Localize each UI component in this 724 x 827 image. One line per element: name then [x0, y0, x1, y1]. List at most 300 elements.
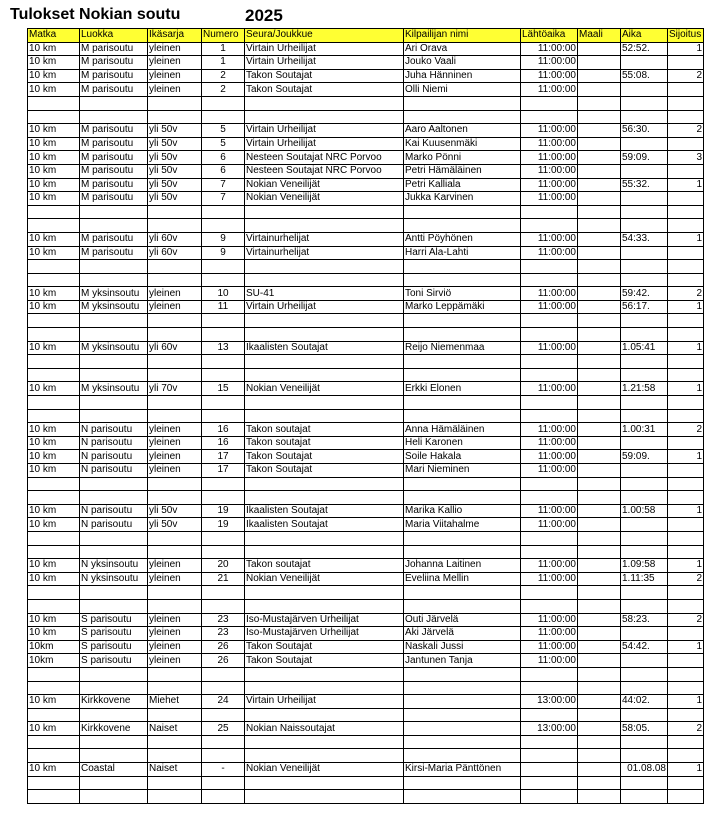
cell-matka: 10 km: [28, 695, 80, 709]
cell-sijoitus: 1: [668, 640, 704, 654]
table-row: [28, 382, 704, 396]
cell-ikasarja: yleinen: [148, 654, 202, 668]
cell-nimi: Jukka Karvinen: [404, 192, 521, 206]
cell-seura: [245, 776, 404, 790]
cell-lahtoaika: [521, 763, 578, 777]
cell-nimi: Outi Järvelä: [404, 613, 521, 627]
cell-numero: [202, 708, 245, 722]
cell-aika: [621, 735, 668, 749]
cell-maali: [578, 613, 621, 627]
cell-sijoitus: 1: [668, 559, 704, 573]
cell-aika: [621, 110, 668, 124]
cell-luokka: [80, 491, 148, 505]
table-row: [28, 464, 704, 478]
cell-nimi: [404, 735, 521, 749]
cell-maali: [578, 654, 621, 668]
cell-seura: [245, 735, 404, 749]
cell-lahtoaika: [521, 681, 578, 695]
cell-numero: 16: [202, 423, 245, 437]
cell-maali: [578, 110, 621, 124]
cell-aika: [621, 464, 668, 478]
cell-numero: [202, 681, 245, 695]
cell-nimi: Jantunen Tanja: [404, 654, 521, 668]
cell-nimi: Eveliina Mellin: [404, 572, 521, 586]
header-numero: Numero: [202, 29, 245, 43]
cell-numero: 17: [202, 464, 245, 478]
cell-numero: 26: [202, 640, 245, 654]
cell-nimi: [404, 695, 521, 709]
cell-luokka: [80, 396, 148, 410]
cell-lahtoaika: [521, 531, 578, 545]
cell-luokka: [80, 96, 148, 110]
cell-ikasarja: Miehet: [148, 695, 202, 709]
cell-ikasarja: yleinen: [148, 627, 202, 641]
cell-matka: 10 km: [28, 69, 80, 83]
cell-lahtoaika: [521, 708, 578, 722]
cell-seura: Nesteen Soutajat NRC Porvoo: [245, 164, 404, 178]
header-lahtoaika: Lähtöaika: [521, 29, 578, 43]
cell-sijoitus: [668, 328, 704, 342]
cell-maali: [578, 504, 621, 518]
cell-ikasarja: yli 50v: [148, 504, 202, 518]
cell-luokka: M parisoutu: [80, 178, 148, 192]
cell-matka: 10 km: [28, 164, 80, 178]
cell-sijoitus: [668, 518, 704, 532]
cell-matka: 10km: [28, 640, 80, 654]
cell-lahtoaika: 11:00:00: [521, 464, 578, 478]
table-row: [28, 260, 704, 274]
cell-maali: [578, 735, 621, 749]
cell-numero: 26: [202, 654, 245, 668]
cell-lahtoaika: 11:00:00: [521, 559, 578, 573]
cell-matka: 10 km: [28, 572, 80, 586]
cell-seura: Virtain Urheilijat: [245, 124, 404, 138]
cell-luokka: [80, 219, 148, 233]
cell-aika: 59:09.: [621, 450, 668, 464]
cell-lahtoaika: 11:00:00: [521, 69, 578, 83]
cell-maali: [578, 246, 621, 260]
cell-nimi: [404, 219, 521, 233]
cell-aika: 01.08.08: [621, 763, 668, 777]
table-row: [28, 314, 704, 328]
cell-aika: [621, 368, 668, 382]
cell-lahtoaika: 11:00:00: [521, 436, 578, 450]
table-row: [28, 708, 704, 722]
cell-matka: 10 km: [28, 518, 80, 532]
cell-nimi: Harri Ala-Lahti: [404, 246, 521, 260]
cell-luokka: N parisoutu: [80, 504, 148, 518]
cell-luokka: [80, 355, 148, 369]
cell-sijoitus: 2: [668, 287, 704, 301]
cell-ikasarja: [148, 110, 202, 124]
cell-numero: [202, 96, 245, 110]
cell-lahtoaika: 11:00:00: [521, 627, 578, 641]
cell-matka: [28, 681, 80, 695]
cell-sijoitus: [668, 396, 704, 410]
cell-maali: [578, 232, 621, 246]
cell-aika: 54:33.: [621, 232, 668, 246]
cell-ikasarja: yleinen: [148, 613, 202, 627]
cell-lahtoaika: 11:00:00: [521, 124, 578, 138]
cell-ikasarja: yli 50v: [148, 137, 202, 151]
cell-matka: [28, 368, 80, 382]
cell-seura: [245, 667, 404, 681]
table-row: [28, 504, 704, 518]
cell-nimi: [404, 790, 521, 804]
cell-aika: [621, 477, 668, 491]
cell-ikasarja: yleinen: [148, 559, 202, 573]
cell-ikasarja: [148, 545, 202, 559]
cell-matka: [28, 735, 80, 749]
cell-sijoitus: 1: [668, 178, 704, 192]
cell-numero: 16: [202, 436, 245, 450]
table-row: [28, 287, 704, 301]
cell-lahtoaika: [521, 273, 578, 287]
cell-nimi: [404, 599, 521, 613]
table-row: [28, 110, 704, 124]
cell-lahtoaika: 11:00:00: [521, 151, 578, 165]
cell-numero: 7: [202, 178, 245, 192]
cell-seura: SU-41: [245, 287, 404, 301]
cell-lahtoaika: 11:00:00: [521, 341, 578, 355]
cell-maali: [578, 436, 621, 450]
cell-luokka: M yksinsoutu: [80, 382, 148, 396]
cell-ikasarja: [148, 273, 202, 287]
cell-nimi: [404, 205, 521, 219]
cell-aika: 59:42.: [621, 287, 668, 301]
cell-luokka: S parisoutu: [80, 654, 148, 668]
cell-maali: [578, 545, 621, 559]
cell-seura: Nokian Veneilijät: [245, 382, 404, 396]
cell-matka: [28, 776, 80, 790]
cell-maali: [578, 423, 621, 437]
cell-matka: 10 km: [28, 287, 80, 301]
cell-seura: Nokian Veneilijät: [245, 572, 404, 586]
cell-luokka: [80, 790, 148, 804]
cell-numero: 21: [202, 572, 245, 586]
cell-luokka: [80, 735, 148, 749]
cell-nimi: Aaro Aaltonen: [404, 124, 521, 138]
cell-maali: [578, 328, 621, 342]
cell-aika: [621, 260, 668, 274]
cell-luokka: Kirkkovene: [80, 695, 148, 709]
table-row: [28, 599, 704, 613]
cell-sijoitus: [668, 110, 704, 124]
cell-aika: 54:42.: [621, 640, 668, 654]
cell-luokka: N yksinsoutu: [80, 559, 148, 573]
cell-maali: [578, 355, 621, 369]
cell-sijoitus: [668, 627, 704, 641]
cell-luokka: M yksinsoutu: [80, 287, 148, 301]
cell-sijoitus: [668, 137, 704, 151]
cell-matka: [28, 396, 80, 410]
cell-sijoitus: [668, 192, 704, 206]
cell-matka: 10 km: [28, 464, 80, 478]
cell-aika: [621, 355, 668, 369]
year-label: 2025: [245, 6, 283, 25]
cell-luokka: Kirkkovene: [80, 722, 148, 736]
cell-maali: [578, 627, 621, 641]
cell-luokka: S parisoutu: [80, 627, 148, 641]
cell-aika: [621, 409, 668, 423]
cell-maali: [578, 192, 621, 206]
cell-lahtoaika: 11:00:00: [521, 504, 578, 518]
cell-ikasarja: Naiset: [148, 722, 202, 736]
header-luokka: Luokka: [80, 29, 148, 43]
cell-luokka: Coastal: [80, 763, 148, 777]
cell-luokka: N parisoutu: [80, 518, 148, 532]
table-row: [28, 192, 704, 206]
cell-seura: [245, 531, 404, 545]
cell-ikasarja: [148, 735, 202, 749]
cell-lahtoaika: [521, 790, 578, 804]
cell-seura: Takon soutajat: [245, 423, 404, 437]
cell-aika: [621, 776, 668, 790]
cell-luokka: [80, 681, 148, 695]
cell-matka: 10 km: [28, 423, 80, 437]
cell-lahtoaika: 11:00:00: [521, 56, 578, 70]
cell-seura: Takon Soutajat: [245, 654, 404, 668]
cell-numero: 1: [202, 42, 245, 56]
table-row: [28, 355, 704, 369]
table-row: [28, 667, 704, 681]
cell-matka: [28, 545, 80, 559]
table-row: [28, 531, 704, 545]
cell-maali: [578, 572, 621, 586]
cell-seura: [245, 491, 404, 505]
cell-sijoitus: 3: [668, 151, 704, 165]
cell-numero: 5: [202, 137, 245, 151]
cell-maali: [578, 56, 621, 70]
cell-numero: [202, 586, 245, 600]
cell-numero: 15: [202, 382, 245, 396]
cell-ikasarja: yleinen: [148, 83, 202, 97]
cell-lahtoaika: [521, 314, 578, 328]
table-row: [28, 56, 704, 70]
table-row: [28, 151, 704, 165]
cell-aika: 44:02.: [621, 695, 668, 709]
table-row: [28, 749, 704, 763]
cell-seura: Nesteen Soutajat NRC Porvoo: [245, 151, 404, 165]
cell-nimi: Soile Hakala: [404, 450, 521, 464]
cell-numero: 17: [202, 450, 245, 464]
cell-luokka: [80, 314, 148, 328]
cell-ikasarja: yleinen: [148, 436, 202, 450]
cell-numero: [202, 545, 245, 559]
cell-lahtoaika: [521, 477, 578, 491]
cell-nimi: [404, 96, 521, 110]
cell-lahtoaika: 13:00:00: [521, 695, 578, 709]
cell-matka: 10 km: [28, 232, 80, 246]
cell-seura: Ikaalisten Soutajat: [245, 518, 404, 532]
cell-matka: 10 km: [28, 300, 80, 314]
cell-seura: [245, 681, 404, 695]
cell-sijoitus: [668, 56, 704, 70]
cell-ikasarja: [148, 667, 202, 681]
table-row: [28, 246, 704, 260]
cell-numero: 19: [202, 518, 245, 532]
cell-sijoitus: [668, 776, 704, 790]
cell-sijoitus: [668, 586, 704, 600]
cell-luokka: M parisoutu: [80, 137, 148, 151]
cell-numero: 20: [202, 559, 245, 573]
cell-seura: [245, 368, 404, 382]
cell-sijoitus: 2: [668, 423, 704, 437]
cell-maali: [578, 260, 621, 274]
cell-numero: 13: [202, 341, 245, 355]
cell-ikasarja: [148, 681, 202, 695]
cell-seura: Virtain Urheilijat: [245, 137, 404, 151]
cell-numero: 5: [202, 124, 245, 138]
cell-lahtoaika: [521, 205, 578, 219]
cell-ikasarja: [148, 96, 202, 110]
cell-nimi: Marko Leppämäki: [404, 300, 521, 314]
cell-seura: [245, 96, 404, 110]
cell-seura: Takon Soutajat: [245, 83, 404, 97]
cell-nimi: Toni Sirviö: [404, 287, 521, 301]
cell-ikasarja: yleinen: [148, 69, 202, 83]
cell-numero: 23: [202, 627, 245, 641]
results-table: [27, 28, 704, 804]
cell-seura: [245, 260, 404, 274]
table-row: [28, 790, 704, 804]
cell-ikasarja: yleinen: [148, 450, 202, 464]
cell-maali: [578, 396, 621, 410]
cell-numero: -: [202, 763, 245, 777]
cell-ikasarja: [148, 477, 202, 491]
cell-sijoitus: [668, 83, 704, 97]
cell-maali: [578, 314, 621, 328]
cell-lahtoaika: [521, 110, 578, 124]
cell-luokka: M parisoutu: [80, 56, 148, 70]
cell-lahtoaika: 11:00:00: [521, 300, 578, 314]
cell-nimi: Heli Karonen: [404, 436, 521, 450]
table-row: [28, 409, 704, 423]
cell-maali: [578, 667, 621, 681]
cell-aika: [621, 491, 668, 505]
cell-matka: [28, 477, 80, 491]
cell-numero: 25: [202, 722, 245, 736]
cell-luokka: [80, 545, 148, 559]
cell-aika: [621, 545, 668, 559]
cell-maali: [578, 178, 621, 192]
cell-matka: 10 km: [28, 192, 80, 206]
cell-numero: [202, 667, 245, 681]
cell-aika: 52:52.: [621, 42, 668, 56]
table-row: [28, 763, 704, 777]
cell-sijoitus: [668, 749, 704, 763]
cell-matka: [28, 110, 80, 124]
cell-lahtoaika: 11:00:00: [521, 287, 578, 301]
cell-luokka: [80, 749, 148, 763]
cell-luokka: M yksinsoutu: [80, 300, 148, 314]
cell-matka: [28, 531, 80, 545]
cell-sijoitus: [668, 436, 704, 450]
cell-maali: [578, 69, 621, 83]
cell-nimi: [404, 260, 521, 274]
cell-aika: [621, 436, 668, 450]
table-row: [28, 545, 704, 559]
cell-aika: [621, 667, 668, 681]
cell-ikasarja: yli 50v: [148, 518, 202, 532]
cell-sijoitus: [668, 790, 704, 804]
cell-sijoitus: [668, 531, 704, 545]
cell-matka: 10 km: [28, 627, 80, 641]
cell-ikasarja: yleinen: [148, 300, 202, 314]
cell-ikasarja: yleinen: [148, 42, 202, 56]
table-row: [28, 450, 704, 464]
cell-numero: [202, 219, 245, 233]
cell-nimi: Anna Hämäläinen: [404, 423, 521, 437]
cell-numero: [202, 409, 245, 423]
cell-aika: 56:30.: [621, 124, 668, 138]
cell-lahtoaika: [521, 396, 578, 410]
cell-maali: [578, 96, 621, 110]
cell-ikasarja: yleinen: [148, 640, 202, 654]
cell-sijoitus: [668, 464, 704, 478]
table-row: [28, 423, 704, 437]
cell-lahtoaika: [521, 667, 578, 681]
cell-ikasarja: [148, 328, 202, 342]
cell-maali: [578, 531, 621, 545]
cell-sijoitus: 1: [668, 232, 704, 246]
cell-lahtoaika: [521, 586, 578, 600]
cell-aika: [621, 396, 668, 410]
header-matka: Matka: [28, 29, 80, 43]
cell-lahtoaika: [521, 355, 578, 369]
cell-ikasarja: yli 60v: [148, 341, 202, 355]
cell-matka: 10 km: [28, 246, 80, 260]
cell-lahtoaika: [521, 368, 578, 382]
cell-numero: 6: [202, 164, 245, 178]
cell-ikasarja: yli 50v: [148, 164, 202, 178]
cell-numero: [202, 328, 245, 342]
cell-ikasarja: [148, 790, 202, 804]
cell-ikasarja: yleinen: [148, 572, 202, 586]
cell-lahtoaika: 11:00:00: [521, 137, 578, 151]
cell-aika: [621, 681, 668, 695]
cell-sijoitus: 2: [668, 722, 704, 736]
cell-lahtoaika: [521, 599, 578, 613]
cell-numero: [202, 110, 245, 124]
cell-nimi: [404, 355, 521, 369]
cell-luokka: M parisoutu: [80, 151, 148, 165]
cell-lahtoaika: 11:00:00: [521, 382, 578, 396]
cell-aika: [621, 599, 668, 613]
cell-matka: [28, 355, 80, 369]
cell-seura: [245, 545, 404, 559]
cell-nimi: [404, 314, 521, 328]
cell-lahtoaika: [521, 545, 578, 559]
cell-maali: [578, 695, 621, 709]
cell-seura: Takon Soutajat: [245, 464, 404, 478]
cell-matka: [28, 749, 80, 763]
cell-maali: [578, 586, 621, 600]
cell-aika: [621, 164, 668, 178]
cell-seura: Ikaalisten Soutajat: [245, 341, 404, 355]
cell-seura: Virtain Urheilijat: [245, 300, 404, 314]
cell-numero: 24: [202, 695, 245, 709]
cell-lahtoaika: [521, 219, 578, 233]
cell-numero: [202, 260, 245, 274]
cell-maali: [578, 790, 621, 804]
cell-numero: [202, 790, 245, 804]
cell-matka: 10 km: [28, 722, 80, 736]
cell-sijoitus: [668, 491, 704, 505]
cell-numero: [202, 735, 245, 749]
table-row: [28, 572, 704, 586]
cell-maali: [578, 219, 621, 233]
